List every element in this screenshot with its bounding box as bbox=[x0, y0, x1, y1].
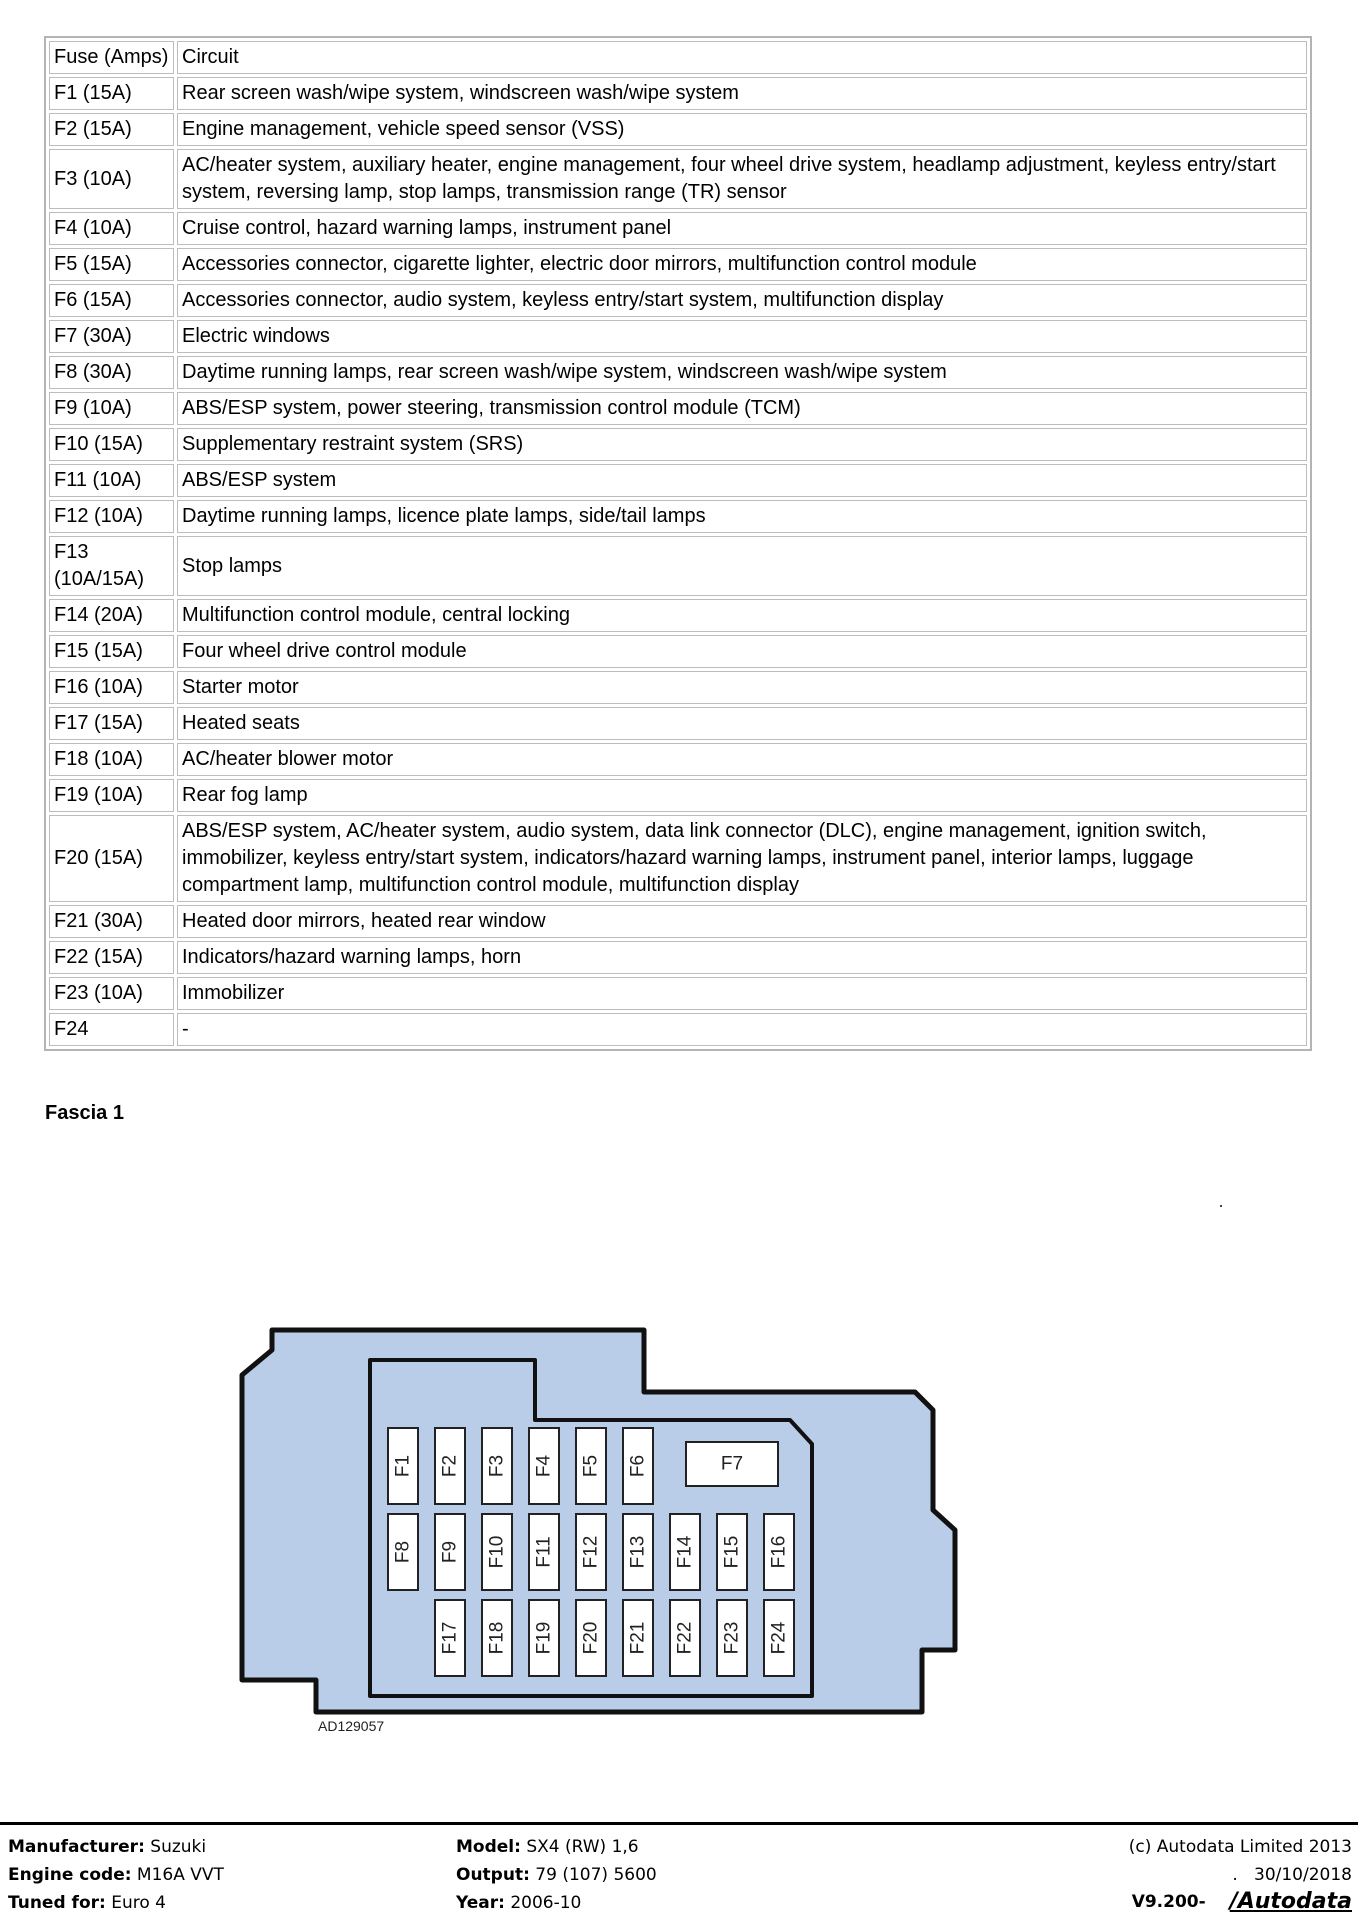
fuse-table bbox=[44, 36, 1312, 1051]
footer bbox=[0, 1822, 1358, 1920]
fuse-box-diagram bbox=[230, 1320, 970, 1740]
fuse-slot bbox=[529, 1428, 559, 1504]
table-row bbox=[49, 284, 1307, 317]
fuse-cell: F6 (15A) bbox=[49, 284, 174, 317]
version: V9.200- bbox=[1131, 1891, 1206, 1912]
fuse-cell: F15 (15A) bbox=[49, 635, 174, 668]
fascia-heading: Fascia 1 bbox=[45, 1102, 124, 1124]
autodata-logo: /Autodata bbox=[1229, 1889, 1352, 1914]
fuse-cell: F17 (15A) bbox=[49, 707, 174, 740]
table-row bbox=[49, 392, 1307, 425]
fuse-slot bbox=[435, 1428, 465, 1504]
version-row bbox=[1132, 1889, 1352, 1914]
fuse-slot bbox=[623, 1600, 653, 1676]
fuse-cell: F3 (10A) bbox=[49, 149, 174, 209]
fuse-slot-label: F3 bbox=[486, 1454, 508, 1478]
year-value: 2006-10 bbox=[510, 1893, 582, 1913]
fuse-slot-label: F10 bbox=[486, 1535, 508, 1569]
fuse-slot-label: F13 bbox=[627, 1535, 649, 1569]
fuse-slot-label: F23 bbox=[721, 1621, 743, 1655]
circuit-cell: - bbox=[177, 1013, 1307, 1046]
fuse-cell: F10 (15A) bbox=[49, 428, 174, 461]
fuse-slot bbox=[764, 1600, 794, 1676]
fuse-cell: F20 (15A) bbox=[49, 815, 174, 902]
fuse-cell: F14 (20A) bbox=[49, 599, 174, 632]
diagram-code: AD129057 bbox=[318, 1718, 385, 1734]
fuse-slot bbox=[388, 1514, 418, 1590]
fuse-slot bbox=[576, 1514, 606, 1590]
header-circuit: Circuit bbox=[177, 41, 1307, 74]
fuse-slot bbox=[686, 1442, 778, 1486]
fuse-slot bbox=[717, 1514, 747, 1590]
fuse-slot bbox=[529, 1600, 559, 1676]
table-row bbox=[49, 815, 1307, 902]
circuit-cell: Heated seats bbox=[177, 707, 1307, 740]
manufacturer-row: Manufacturer: Suzuki bbox=[8, 1837, 207, 1857]
fuse-slot-label: F20 bbox=[580, 1621, 602, 1655]
output-value: 79 (107) 5600 bbox=[535, 1865, 657, 1885]
table-row bbox=[49, 464, 1307, 497]
table-row bbox=[49, 77, 1307, 110]
fuse-slot-label: F12 bbox=[580, 1535, 602, 1569]
table-row bbox=[49, 500, 1307, 533]
table-row bbox=[49, 212, 1307, 245]
fuse-cell: F8 (30A) bbox=[49, 356, 174, 389]
fuse-slot bbox=[435, 1600, 465, 1676]
fuse-slot bbox=[482, 1428, 512, 1504]
table-row bbox=[49, 779, 1307, 812]
year-row: Year: 2006-10 bbox=[456, 1893, 582, 1913]
fuse-cell: F16 (10A) bbox=[49, 671, 174, 704]
circuit-cell: Engine management, vehicle speed sensor (VSS) bbox=[177, 113, 1307, 146]
table-row bbox=[49, 248, 1307, 281]
model-row: Model: SX4 (RW) 1,6 bbox=[456, 1837, 639, 1857]
fuse-slot bbox=[482, 1600, 512, 1676]
fuse-slot-label: F22 bbox=[674, 1621, 696, 1655]
circuit-cell: Accessories connector, audio system, keyless entry/start system, multifunction display bbox=[177, 284, 1307, 317]
fuse-slot bbox=[529, 1514, 559, 1590]
fuse-slot-label: F2 bbox=[439, 1454, 461, 1478]
engine-row: Engine code: M16A VVT bbox=[8, 1865, 224, 1885]
circuit-cell: Daytime running lamps, licence plate lamps, side/tail lamps bbox=[177, 500, 1307, 533]
fuse-slot-label: F15 bbox=[721, 1535, 743, 1569]
fuse-slot-label: F24 bbox=[768, 1621, 790, 1655]
fuse-cell: F24 bbox=[49, 1013, 174, 1046]
circuit-cell: ABS/ESP system, AC/heater system, audio system, data link connector (DLC), engine management, ignition switch, immobilizer, keyless entry/start system, indicators/hazard warning lamps, instrument panel, interior lamps, luggage compartment lamp, multifunction control module, multifunction display bbox=[177, 815, 1307, 902]
fuse-cell: F23 (10A) bbox=[49, 977, 174, 1010]
fuse-cell: F5 (15A) bbox=[49, 248, 174, 281]
output-row: Output: 79 (107) 5600 bbox=[456, 1865, 657, 1885]
fuse-slot-label: F4 bbox=[533, 1454, 555, 1478]
fuse-cell: F19 (10A) bbox=[49, 779, 174, 812]
circuit-cell: AC/heater blower motor bbox=[177, 743, 1307, 776]
table-row bbox=[49, 743, 1307, 776]
fuse-slot-label: F19 bbox=[533, 1621, 555, 1655]
fuse-cell: F1 (15A) bbox=[49, 77, 174, 110]
header-fuse: Fuse (Amps) bbox=[49, 41, 174, 74]
circuit-cell: Cruise control, hazard warning lamps, instrument panel bbox=[177, 212, 1307, 245]
circuit-cell: Starter motor bbox=[177, 671, 1307, 704]
table-row bbox=[49, 320, 1307, 353]
table-row bbox=[49, 536, 1307, 596]
table-row bbox=[49, 599, 1307, 632]
table-row bbox=[49, 149, 1307, 209]
table-row bbox=[49, 941, 1307, 974]
circuit-cell: AC/heater system, auxiliary heater, engine management, four wheel drive system, headlamp adjustment, keyless entry/start system, reversing lamp, stop lamps, transmission range (TR) sensor bbox=[177, 149, 1307, 209]
tuned-row: Tuned for: Euro 4 bbox=[8, 1893, 166, 1913]
fuse-cell: F22 (15A) bbox=[49, 941, 174, 974]
fuse-cell: F9 (10A) bbox=[49, 392, 174, 425]
fuse-slot-label: F14 bbox=[674, 1535, 696, 1569]
fuse-slot-label: F11 bbox=[533, 1536, 555, 1568]
circuit-cell: Daytime running lamps, rear screen wash/wipe system, windscreen wash/wipe system bbox=[177, 356, 1307, 389]
fuse-slot bbox=[482, 1514, 512, 1590]
fuse-slot bbox=[623, 1514, 653, 1590]
fuse-slot-label: F8 bbox=[392, 1540, 414, 1564]
table-row bbox=[49, 1013, 1307, 1046]
fuse-slot bbox=[576, 1600, 606, 1676]
circuit-cell: Rear screen wash/wipe system, windscreen wash/wipe system bbox=[177, 77, 1307, 110]
circuit-cell: Immobilizer bbox=[177, 977, 1307, 1010]
fuse-cell: F18 (10A) bbox=[49, 743, 174, 776]
table-row bbox=[49, 635, 1307, 668]
table-row bbox=[49, 977, 1307, 1010]
circuit-cell: Indicators/hazard warning lamps, horn bbox=[177, 941, 1307, 974]
fuse-slot-label: F9 bbox=[439, 1540, 461, 1564]
fuse-slot bbox=[576, 1428, 606, 1504]
table-row bbox=[49, 356, 1307, 389]
fuse-cell: F21 (30A) bbox=[49, 905, 174, 938]
manufacturer-value: Suzuki bbox=[150, 1837, 207, 1857]
fuse-cell: F4 (10A) bbox=[49, 212, 174, 245]
table-row bbox=[49, 905, 1307, 938]
fuse-cell: F7 (30A) bbox=[49, 320, 174, 353]
table-row bbox=[49, 113, 1307, 146]
engine-value: M16A VVT bbox=[136, 1865, 224, 1885]
stray-dot bbox=[1220, 1205, 1222, 1207]
fuse-slot-label: F6 bbox=[627, 1454, 649, 1478]
fuse-cell: F13 (10A/15A) bbox=[49, 536, 174, 596]
fuse-slot-label: F17 bbox=[439, 1621, 461, 1655]
circuit-cell: Heated door mirrors, heated rear window bbox=[177, 905, 1307, 938]
circuit-cell: Accessories connector, cigarette lighter, electric door mirrors, multifunction control module bbox=[177, 248, 1307, 281]
circuit-cell: Stop lamps bbox=[177, 536, 1307, 596]
fuse-slot bbox=[717, 1600, 747, 1676]
fuse-slot bbox=[435, 1514, 465, 1590]
circuit-cell: Multifunction control module, central locking bbox=[177, 599, 1307, 632]
fuse-slot-label: F5 bbox=[580, 1454, 602, 1478]
tuned-value: Euro 4 bbox=[111, 1893, 166, 1913]
circuit-cell: Four wheel drive control module bbox=[177, 635, 1307, 668]
fuse-slot bbox=[670, 1514, 700, 1590]
fuse-slot-label: F1 bbox=[392, 1454, 414, 1478]
fuse-slot-label: F16 bbox=[768, 1535, 790, 1569]
fuse-cell: F2 (15A) bbox=[49, 113, 174, 146]
fuse-slot-label: F18 bbox=[486, 1621, 508, 1655]
fuse-slot bbox=[670, 1600, 700, 1676]
fuse-slot bbox=[388, 1428, 418, 1504]
fuse-slot-label: F21 bbox=[627, 1621, 649, 1655]
fuse-slot bbox=[764, 1514, 794, 1590]
table-row bbox=[49, 707, 1307, 740]
circuit-cell: Electric windows bbox=[177, 320, 1307, 353]
circuit-cell: ABS/ESP system bbox=[177, 464, 1307, 497]
table-row bbox=[49, 671, 1307, 704]
fuse-slot-label: F7 bbox=[720, 1453, 744, 1475]
fuse-cell: F12 (10A) bbox=[49, 500, 174, 533]
table-row bbox=[49, 428, 1307, 461]
circuit-cell: Rear fog lamp bbox=[177, 779, 1307, 812]
fuse-slot bbox=[623, 1428, 653, 1504]
circuit-cell: Supplementary restraint system (SRS) bbox=[177, 428, 1307, 461]
model-value: SX4 (RW) 1,6 bbox=[526, 1837, 639, 1857]
date: . 30/10/2018 bbox=[1232, 1865, 1352, 1885]
circuit-cell: ABS/ESP system, power steering, transmission control module (TCM) bbox=[177, 392, 1307, 425]
fuse-cell: F11 (10A) bbox=[49, 464, 174, 497]
table-header-row bbox=[49, 41, 1307, 74]
copyright: (c) Autodata Limited 2013 bbox=[1128, 1837, 1352, 1857]
